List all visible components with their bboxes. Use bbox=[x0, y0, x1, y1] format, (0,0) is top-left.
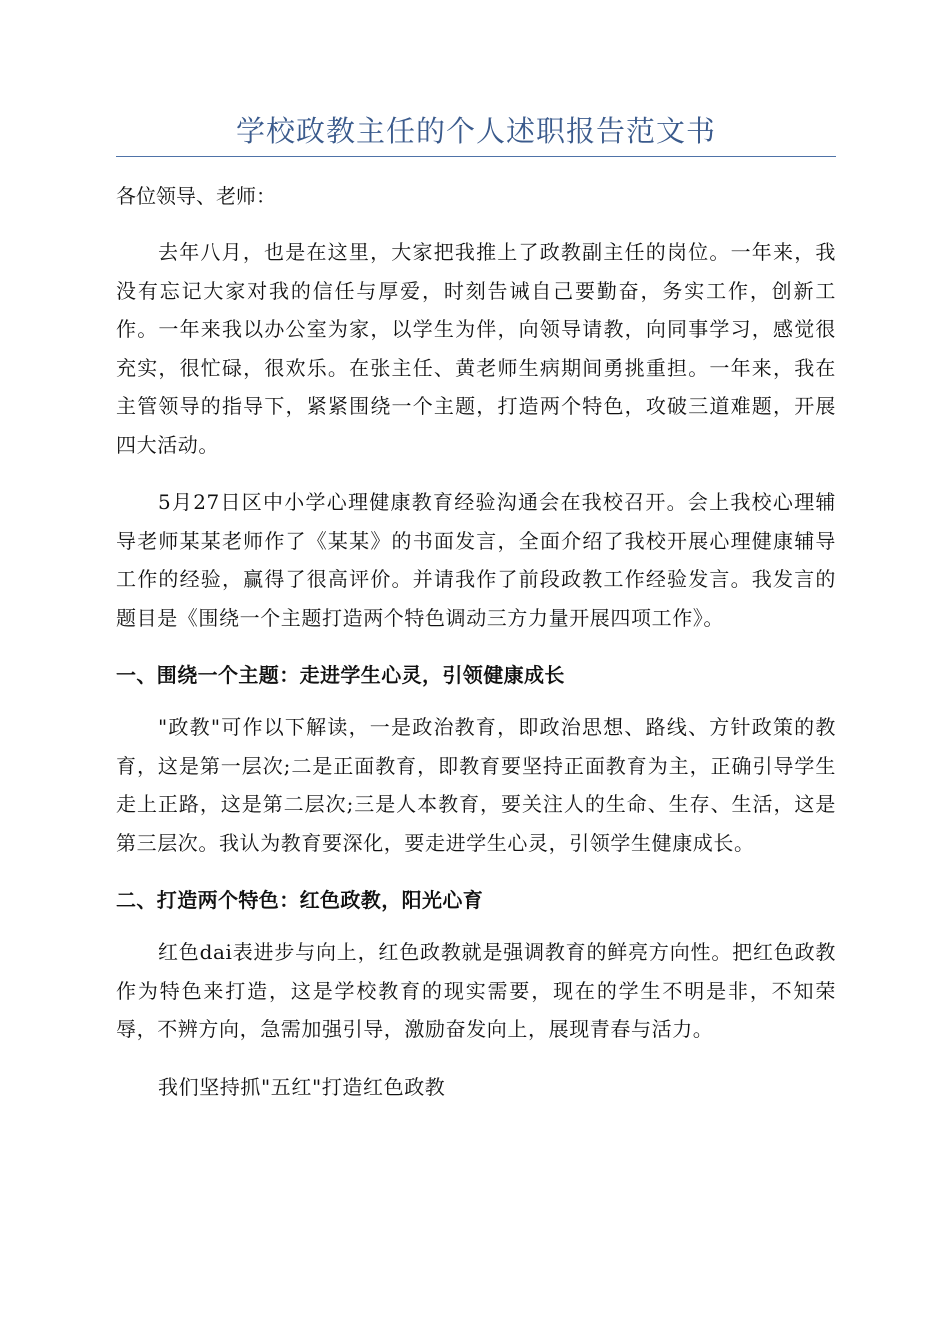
document-page bbox=[116, 108, 836, 1125]
paragraph-meeting: 5月27日区中小学心理健康教育经验沟通会在我校召开。会上我校心理辅导老师某某老师作了《某某》的书面发言，全面介绍了我校开展心理健康辅导工作的经验，赢得了很高评价。并请我作了前段政教工作经验发言。我发言的题目是《围绕一个主题打造两个特色调动三方力量开展四项工作》。 bbox=[116, 490, 836, 630]
paragraph-section-2-sub: 我们坚持抓"五红"打造红色政教 bbox=[158, 1074, 446, 1099]
section-heading-2: 二、打造两个特色：红色政教，阳光心育 bbox=[116, 888, 484, 912]
salutation: 各位领导、老师： bbox=[116, 184, 276, 208]
paragraph-section-2: 红色dai表进步与向上，红色政教就是强调教育的鲜亮方向性。把红色政教作为特色来打造，这是学校教育的现实需要，现在的学生不明是非，不知荣辱，不辨方向，急需加强引导，激励奋发向上，展现青春与活力。 bbox=[116, 940, 836, 1041]
section-heading-1: 一、围绕一个主题：走进学生心灵，引领健康成长 bbox=[116, 663, 565, 687]
paragraph-section-1: "政教"可作以下解读，一是政治教育，即政治思想、路线、方针政策的教育，这是第一层次;二是正面教育，即教育要坚持正面教育为主，正确引导学生走上正路，这是第二层次;三是人本教育，要关注人的生命、生存、生活，这是第三层次。我认为教育要深化，要走进学生心灵，引领学生健康成长。 bbox=[116, 715, 836, 855]
paragraph-intro: 去年八月，也是在这里，大家把我推上了政教副主任的岗位。一年来，我没有忘记大家对我的信任与厚爱，时刻告诫自己要勤奋，务实工作，创新工作。一年来我以办公室为家，以学生为伴，向领导请教，向同事学习，感觉很充实，很忙碌，很欢乐。在张主任、黄老师生病期间勇挑重担。一年来，我在主管领导的指导下，紧紧围绕一个主题，打造两个特色，攻破三道难题，开展四大活动。 bbox=[116, 240, 836, 457]
document-title: 学校政教主任的个人述职报告范文书 bbox=[116, 108, 836, 157]
